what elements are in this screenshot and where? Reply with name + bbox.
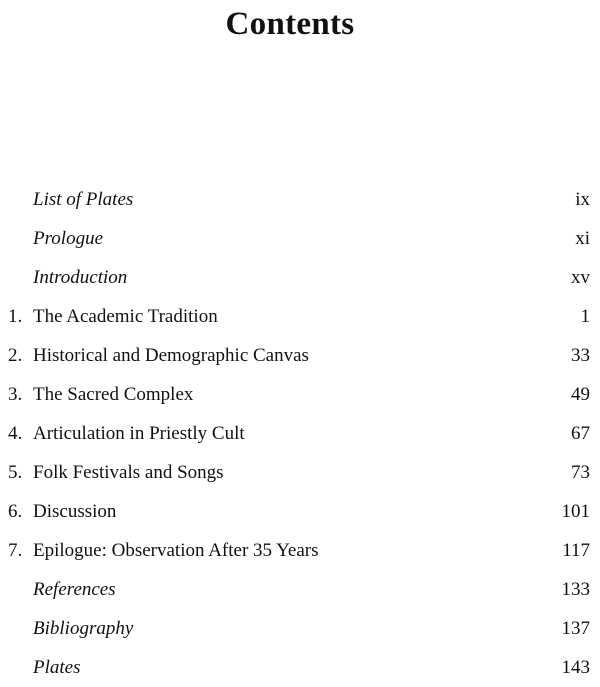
toc-entry: [0, 570, 600, 609]
toc-entry: [0, 375, 600, 414]
toc-entry-number: 6.: [8, 501, 23, 522]
toc-entry-page: 73: [571, 462, 590, 483]
toc-entry-title: Epilogue: Observation After 35 Years: [33, 540, 319, 561]
toc-entry: [0, 219, 600, 258]
toc-entry-page: xv: [571, 267, 590, 288]
toc-entry-page: 133: [561, 579, 590, 600]
toc-entry-page: ix: [575, 189, 590, 210]
table-of-contents: [0, 180, 600, 687]
toc-entry: [0, 648, 600, 687]
toc-entry-number: 7.: [8, 540, 23, 561]
toc-entry-page: 1: [580, 306, 590, 327]
toc-entry-title: The Academic Tradition: [33, 306, 218, 327]
toc-entry-number: 3.: [8, 384, 23, 405]
toc-entry-title: Bibliography: [33, 618, 134, 639]
toc-entry-title: Plates: [33, 657, 81, 678]
toc-entry-page: 67: [571, 423, 590, 444]
toc-entry: [0, 531, 600, 570]
toc-entry: [0, 297, 600, 336]
toc-entry-number: 4.: [8, 423, 23, 444]
toc-entry-page: 49: [571, 384, 590, 405]
toc-entry: [0, 492, 600, 531]
toc-entry-title: List of Plates: [33, 189, 134, 210]
toc-entry-title: The Sacred Complex: [33, 384, 194, 405]
toc-entry-page: xi: [575, 228, 590, 249]
toc-entry: [0, 336, 600, 375]
toc-entry: [0, 453, 600, 492]
toc-entry-page: 117: [562, 540, 590, 561]
toc-entry-page: 101: [561, 501, 590, 522]
toc-entry-title: References: [33, 579, 116, 600]
toc-entry-page: 143: [561, 657, 590, 678]
toc-entry-page: 33: [571, 345, 590, 366]
toc-entry-number: 2.: [8, 345, 23, 366]
toc-entry: [0, 609, 600, 648]
toc-entry: [0, 258, 600, 297]
toc-entry-title: Historical and Demographic Canvas: [33, 345, 309, 366]
toc-entry: [0, 180, 600, 219]
toc-entry: [0, 414, 600, 453]
toc-entry-title: Folk Festivals and Songs: [33, 462, 224, 483]
toc-entry-title: Introduction: [33, 267, 128, 288]
page-title: Contents: [225, 6, 355, 42]
toc-entry-title: Articulation in Priestly Cult: [33, 423, 245, 444]
toc-entry-page: 137: [561, 618, 590, 639]
toc-entry-number: 1.: [8, 306, 23, 327]
toc-entry-title: Prologue: [33, 228, 104, 249]
toc-entry-title: Discussion: [33, 501, 117, 522]
toc-entry-number: 5.: [8, 462, 23, 483]
